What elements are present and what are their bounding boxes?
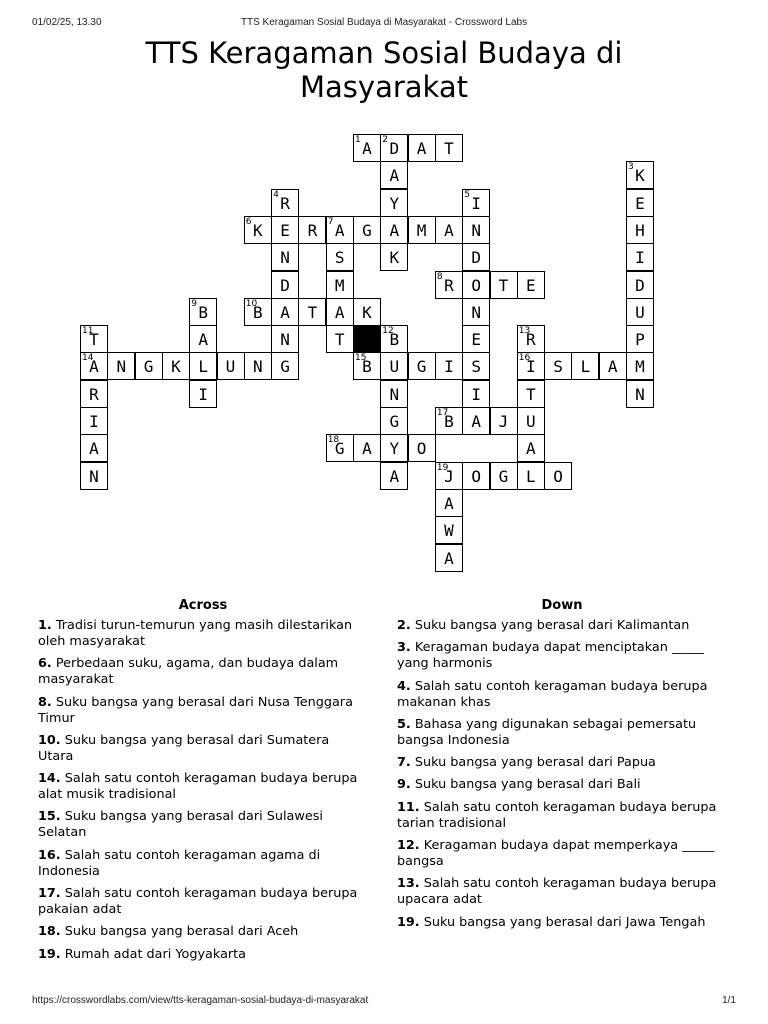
cell-letter: T [444, 139, 454, 158]
grid-cell [462, 271, 490, 299]
grid-cell [544, 352, 572, 380]
clue-text: Salah satu contoh keragaman budaya berupa upacara adat [397, 876, 717, 908]
clue-number: 8 [436, 271, 443, 282]
cell-letter: A [444, 220, 454, 240]
clue-number: 5 [464, 189, 470, 200]
cell-letter: T [89, 330, 99, 350]
grid-cell [353, 216, 381, 244]
clue-number: 12 [382, 326, 394, 337]
cell-letter: A [416, 139, 427, 158]
grid-cell [353, 134, 381, 162]
clue-item [397, 777, 727, 793]
cell-letter: Y [389, 439, 400, 459]
down-clue-list [397, 618, 727, 931]
clue-item [397, 679, 727, 711]
grid-cell [626, 271, 654, 299]
grid-cell [162, 352, 190, 380]
cell-letter: A [280, 302, 290, 322]
grid-cell [462, 325, 490, 353]
cell-letter: K [635, 166, 645, 186]
clue-number: 18. [38, 924, 61, 940]
grid-cell [517, 325, 545, 353]
grid-cell [490, 462, 518, 490]
grid-cell [626, 189, 654, 217]
footer-page-number: 1/1 [722, 995, 736, 1006]
cell-letter: G [389, 412, 400, 431]
grid-cell [626, 161, 654, 189]
clue-text: Suku bangsa yang berasal dari Papua [410, 755, 656, 771]
grid-cell [217, 352, 245, 380]
cell-letter: B [252, 302, 263, 322]
clue-number: 18 [327, 435, 340, 446]
grid-cell [626, 298, 654, 326]
grid-cell [626, 243, 654, 271]
clue-number: 19. [38, 946, 61, 962]
cell-letter: K [389, 248, 400, 268]
clue-number: 11 [82, 326, 94, 337]
cell-letter: T [334, 330, 345, 350]
grid-cell [517, 352, 545, 380]
clue-number: 15. [38, 809, 61, 825]
grid-cell [435, 352, 463, 380]
grid-cell [271, 298, 299, 326]
grid-cell [326, 325, 354, 353]
cell-letter: R [280, 193, 290, 213]
clue-text: Tradisi turun-temurun yang masih dilestarikan oleh masyarakat [38, 618, 353, 649]
print-page-title: TTS Keragaman Sosial Budaya di Masyarakat - Crossword Labs [240, 17, 528, 28]
grid-cell [326, 271, 354, 299]
cell-letter: I [444, 357, 454, 377]
clue-text: Suku bangsa yang berasal dari Bali [410, 777, 641, 793]
clue-number: 19. [397, 914, 420, 930]
grid-cell [80, 380, 108, 408]
clue-number: 6. [38, 656, 52, 672]
cell-letter: A [362, 139, 372, 158]
cell-letter: N [471, 220, 481, 240]
clue-text: Suku bangsa yang berasal dari Nusa Tenggara Timur [38, 694, 353, 726]
clue-number: 2. [397, 618, 411, 633]
cell-letter: D [635, 275, 645, 295]
grid-cell [599, 352, 627, 380]
print-date: 01/02/25, 13.30 [32, 17, 102, 28]
grid-cell [435, 516, 463, 544]
clue-number: 10 [245, 298, 258, 309]
cell-letter: A [389, 466, 400, 486]
clue-number: 4. [397, 678, 411, 694]
grid-cell [462, 462, 490, 490]
clue-text: Bahasa yang digunakan sebagai pemersatu bangsa Indonesia [397, 716, 697, 748]
cell-letter: E [471, 330, 481, 350]
clue-number: 9 [191, 298, 197, 309]
puzzle-title: TTS Keragaman Sosial Budaya di Masyarakat [145, 36, 623, 104]
cell-letter: A [444, 493, 454, 513]
grid-cell [380, 161, 408, 189]
cell-letter: N [280, 330, 290, 350]
cell-letter: T [525, 384, 536, 404]
cell-letter: U [635, 302, 645, 322]
grid-cell [435, 216, 463, 244]
cell-letter: O [416, 439, 427, 459]
clue-number: 1. [38, 618, 52, 633]
clue-item [38, 809, 368, 841]
cell-letter: O [471, 466, 481, 486]
grid-cell [298, 216, 326, 244]
clue-number: 19 [436, 462, 449, 473]
clue-number: 17. [38, 886, 61, 902]
grid-cell [80, 434, 108, 462]
grid-cell [107, 352, 135, 380]
grid-cell [189, 352, 217, 380]
cell-letter: S [553, 357, 563, 377]
clue-number: 15 [355, 353, 367, 364]
cell-letter: H [635, 220, 645, 240]
grid-cell [435, 134, 463, 162]
grid-cell [408, 216, 436, 244]
clue-number: 9. [397, 777, 411, 793]
grid-cell [435, 489, 463, 517]
cell-letter: M [334, 275, 345, 295]
clue-number: 7. [397, 755, 411, 771]
clue-item [38, 924, 368, 940]
clue-number: 14 [82, 353, 94, 364]
cell-letter: B [444, 412, 454, 431]
clue-number: 13. [397, 876, 420, 892]
cell-letter: K [252, 220, 263, 240]
grid-cell [380, 243, 408, 271]
cell-letter: O [471, 275, 481, 295]
clue-number: 7 [327, 216, 334, 227]
grid-cell [435, 544, 463, 572]
clue-item [38, 656, 368, 688]
grid-cell [380, 216, 408, 244]
cell-letter: W [444, 521, 454, 541]
cell-letter: U [389, 357, 400, 377]
clue-number: 1 [355, 135, 361, 145]
clue-number: 14. [38, 771, 61, 787]
grid-cell [135, 352, 163, 380]
grid-cell [380, 462, 408, 490]
cell-letter: N [389, 384, 400, 404]
grid-cell [271, 189, 299, 217]
clue-item [397, 618, 727, 634]
grid-cell [380, 380, 408, 408]
cell-letter: M [416, 220, 427, 240]
grid-cell [380, 189, 408, 217]
grid-cell [326, 216, 354, 244]
grid-cell [326, 434, 354, 462]
grid-cell [244, 298, 272, 326]
cell-letter: R [444, 275, 454, 295]
grid-cell [80, 407, 108, 435]
footer-url: https://crosswordlabs.com/view/tts-keragaman-sosial-budaya-di-masyarakat [32, 995, 369, 1006]
cell-letter: B [362, 357, 372, 377]
grid-cell [517, 434, 545, 462]
cell-letter: A [444, 548, 454, 568]
cell-letter: I [89, 412, 99, 431]
clue-text: Suku bangsa yang berasal dari Sulawesi Selatan [38, 809, 323, 841]
across-clue-list [38, 618, 368, 963]
clue-item [38, 886, 368, 918]
cell-letter: A [471, 412, 481, 431]
grid-cell [435, 271, 463, 299]
cell-letter: L [198, 357, 208, 377]
cell-letter: A [607, 357, 618, 377]
grid-cell [80, 325, 108, 353]
cell-letter: A [389, 166, 400, 186]
grid-cell [462, 352, 490, 380]
clue-item [397, 838, 727, 870]
grid-cell [380, 325, 408, 353]
cell-letter: G [143, 357, 154, 377]
cell-letter: R [89, 384, 99, 404]
cell-letter: D [389, 139, 400, 158]
cell-letter: A [198, 330, 208, 350]
grid-cell [517, 271, 545, 299]
clue-item [38, 771, 368, 803]
grid-cell [626, 325, 654, 353]
cell-letter: I [471, 384, 481, 404]
clue-text: Salah satu contoh keragaman budaya berupa pakaian adat [38, 886, 358, 918]
grid-cell [408, 352, 436, 380]
cell-letter: O [553, 466, 563, 486]
clue-text: Suku bangsa yang berasal dari Sumatera Utara [38, 732, 330, 764]
clue-item [397, 800, 727, 832]
grid-cell [490, 407, 518, 435]
cell-letter: N [116, 357, 127, 377]
grid-cell [408, 134, 436, 162]
clue-number: 10. [38, 732, 61, 748]
cell-letter: D [471, 248, 481, 268]
cell-letter: A [389, 220, 400, 240]
clue-item [397, 640, 727, 672]
cell-letter: A [89, 439, 99, 459]
cell-letter: N [471, 302, 481, 322]
cell-letter: N [635, 384, 645, 404]
cell-letter: M [635, 357, 645, 377]
cell-letter: P [635, 330, 645, 350]
grid-cell [462, 380, 490, 408]
grid-cell [189, 380, 217, 408]
clue-text: Keragaman budaya dapat menciptakan _____ yang harmonis [397, 640, 704, 672]
grid-cell [462, 243, 490, 271]
cell-letter: S [334, 248, 345, 268]
cell-letter: E [635, 193, 645, 213]
grid-cell [326, 298, 354, 326]
cell-letter: I [471, 193, 481, 213]
grid-cell [271, 325, 299, 353]
grid-cell [244, 216, 272, 244]
cell-letter: L [580, 357, 591, 377]
grid-cell [517, 462, 545, 490]
cell-letter: D [280, 275, 290, 295]
clue-item [397, 915, 727, 931]
grid-cell [380, 134, 408, 162]
grid-cell [353, 298, 381, 326]
grid-cell [517, 407, 545, 435]
clue-text: Suku bangsa yang berasal dari Jawa Tengah [419, 914, 706, 930]
clue-item [38, 733, 368, 765]
grid-cell [435, 462, 463, 490]
cell-letter: G [498, 466, 509, 486]
grid-cell [462, 407, 490, 435]
down-heading: Down [541, 598, 583, 613]
clue-text: Salah satu contoh keragaman budaya berupa tarian tradisional [397, 799, 717, 831]
clue-number: 3 [628, 162, 634, 173]
cell-letter: B [389, 330, 400, 350]
grid-cell [571, 352, 599, 380]
cell-letter: K [362, 302, 372, 322]
cell-letter: Y [389, 193, 400, 213]
grid-cell [408, 434, 436, 462]
clue-number: 5. [397, 716, 411, 732]
clue-number: 16 [518, 353, 531, 364]
grid-cell [626, 216, 654, 244]
grid-cell [326, 243, 354, 271]
cell-letter: G [362, 220, 372, 240]
cell-letter: A [525, 439, 536, 459]
across-heading: Across [178, 598, 228, 613]
clue-text: Suku bangsa yang berasal dari Aceh [60, 924, 299, 940]
cell-letter: U [225, 357, 236, 377]
clue-number: 2 [382, 135, 389, 145]
cell-letter: T [498, 275, 509, 295]
grid-cell [189, 298, 217, 326]
grid-cell [462, 216, 490, 244]
grid-cell [271, 216, 299, 244]
grid-cell [80, 462, 108, 490]
clue-number: 13 [518, 326, 531, 337]
grid-cell [544, 462, 572, 490]
clue-text: Rumah adat dari Yogyakarta [60, 946, 247, 962]
grid-cell [462, 189, 490, 217]
cell-letter: G [280, 357, 290, 377]
clue-number: 3. [397, 640, 411, 656]
clue-number: 12. [397, 838, 420, 854]
clue-text: Salah satu contoh keragaman agama di Indonesia [38, 847, 321, 879]
grid-cell [462, 298, 490, 326]
grid-cell [626, 352, 654, 380]
grid-cell [435, 407, 463, 435]
clue-number: 16. [38, 847, 61, 863]
grid-cell [490, 271, 518, 299]
cell-letter: I [635, 248, 645, 268]
cell-letter: L [525, 466, 536, 486]
grid-cell [271, 352, 299, 380]
clue-item [38, 848, 368, 880]
grid-cell [271, 271, 299, 299]
cell-letter: A [89, 357, 99, 377]
grid-cell [380, 434, 408, 462]
cell-letter: G [416, 357, 427, 377]
grid-cell [353, 352, 381, 380]
clue-number: 6 [245, 216, 252, 227]
grid-cell [244, 352, 272, 380]
grid-cell [380, 407, 408, 435]
clue-number: 8. [38, 694, 52, 710]
cell-letter: A [334, 220, 345, 240]
cell-letter: K [171, 357, 181, 377]
grid-cell [189, 325, 217, 353]
clue-item [38, 695, 368, 727]
cell-letter: J [498, 412, 509, 431]
cell-letter: A [334, 302, 345, 322]
cell-letter: R [525, 330, 536, 350]
clue-item [38, 618, 368, 650]
grid-cell [517, 380, 545, 408]
cell-letter: N [89, 466, 99, 486]
grid-cell [626, 380, 654, 408]
clue-number: 4 [273, 189, 279, 200]
cell-letter: E [525, 275, 536, 295]
cell-letter: N [280, 248, 290, 268]
grid-cell [80, 352, 108, 380]
clue-text: Keragaman budaya dapat memperkaya _____ bangsa [397, 838, 715, 870]
clue-text: Salah satu contoh keragaman budaya berupa alat musik tradisional [38, 771, 358, 803]
cell-letter: G [334, 439, 345, 459]
cell-letter: T [307, 302, 318, 322]
black-cell [353, 325, 381, 353]
clue-text: Suku bangsa yang berasal dari Kalimantan [410, 618, 690, 633]
grid-cell [271, 243, 299, 271]
clue-number: 11. [397, 799, 420, 815]
cell-letter: J [444, 466, 454, 486]
clue-text: Perbedaan suku, agama, dan budaya dalam masyarakat [38, 656, 339, 688]
grid-cell [298, 298, 326, 326]
clue-item [38, 947, 368, 963]
cell-letter: A [362, 439, 372, 459]
cell-letter: U [525, 412, 536, 431]
clue-item [397, 717, 727, 749]
clue-text: Salah satu contoh keragaman budaya berupa makanan khas [397, 678, 708, 710]
clue-item [397, 876, 727, 908]
cell-letter: E [280, 220, 290, 240]
cell-letter: N [252, 357, 263, 377]
grid-cell [380, 352, 408, 380]
down-clues [397, 598, 727, 937]
across-clues [38, 598, 368, 969]
cell-letter: S [471, 357, 481, 377]
grid-cell [353, 434, 381, 462]
clue-item [397, 755, 727, 771]
cell-letter: B [198, 302, 208, 322]
cell-letter: R [307, 220, 318, 240]
clue-number: 17 [436, 408, 449, 418]
cell-letter: I [525, 357, 536, 377]
cell-letter: I [198, 384, 208, 404]
